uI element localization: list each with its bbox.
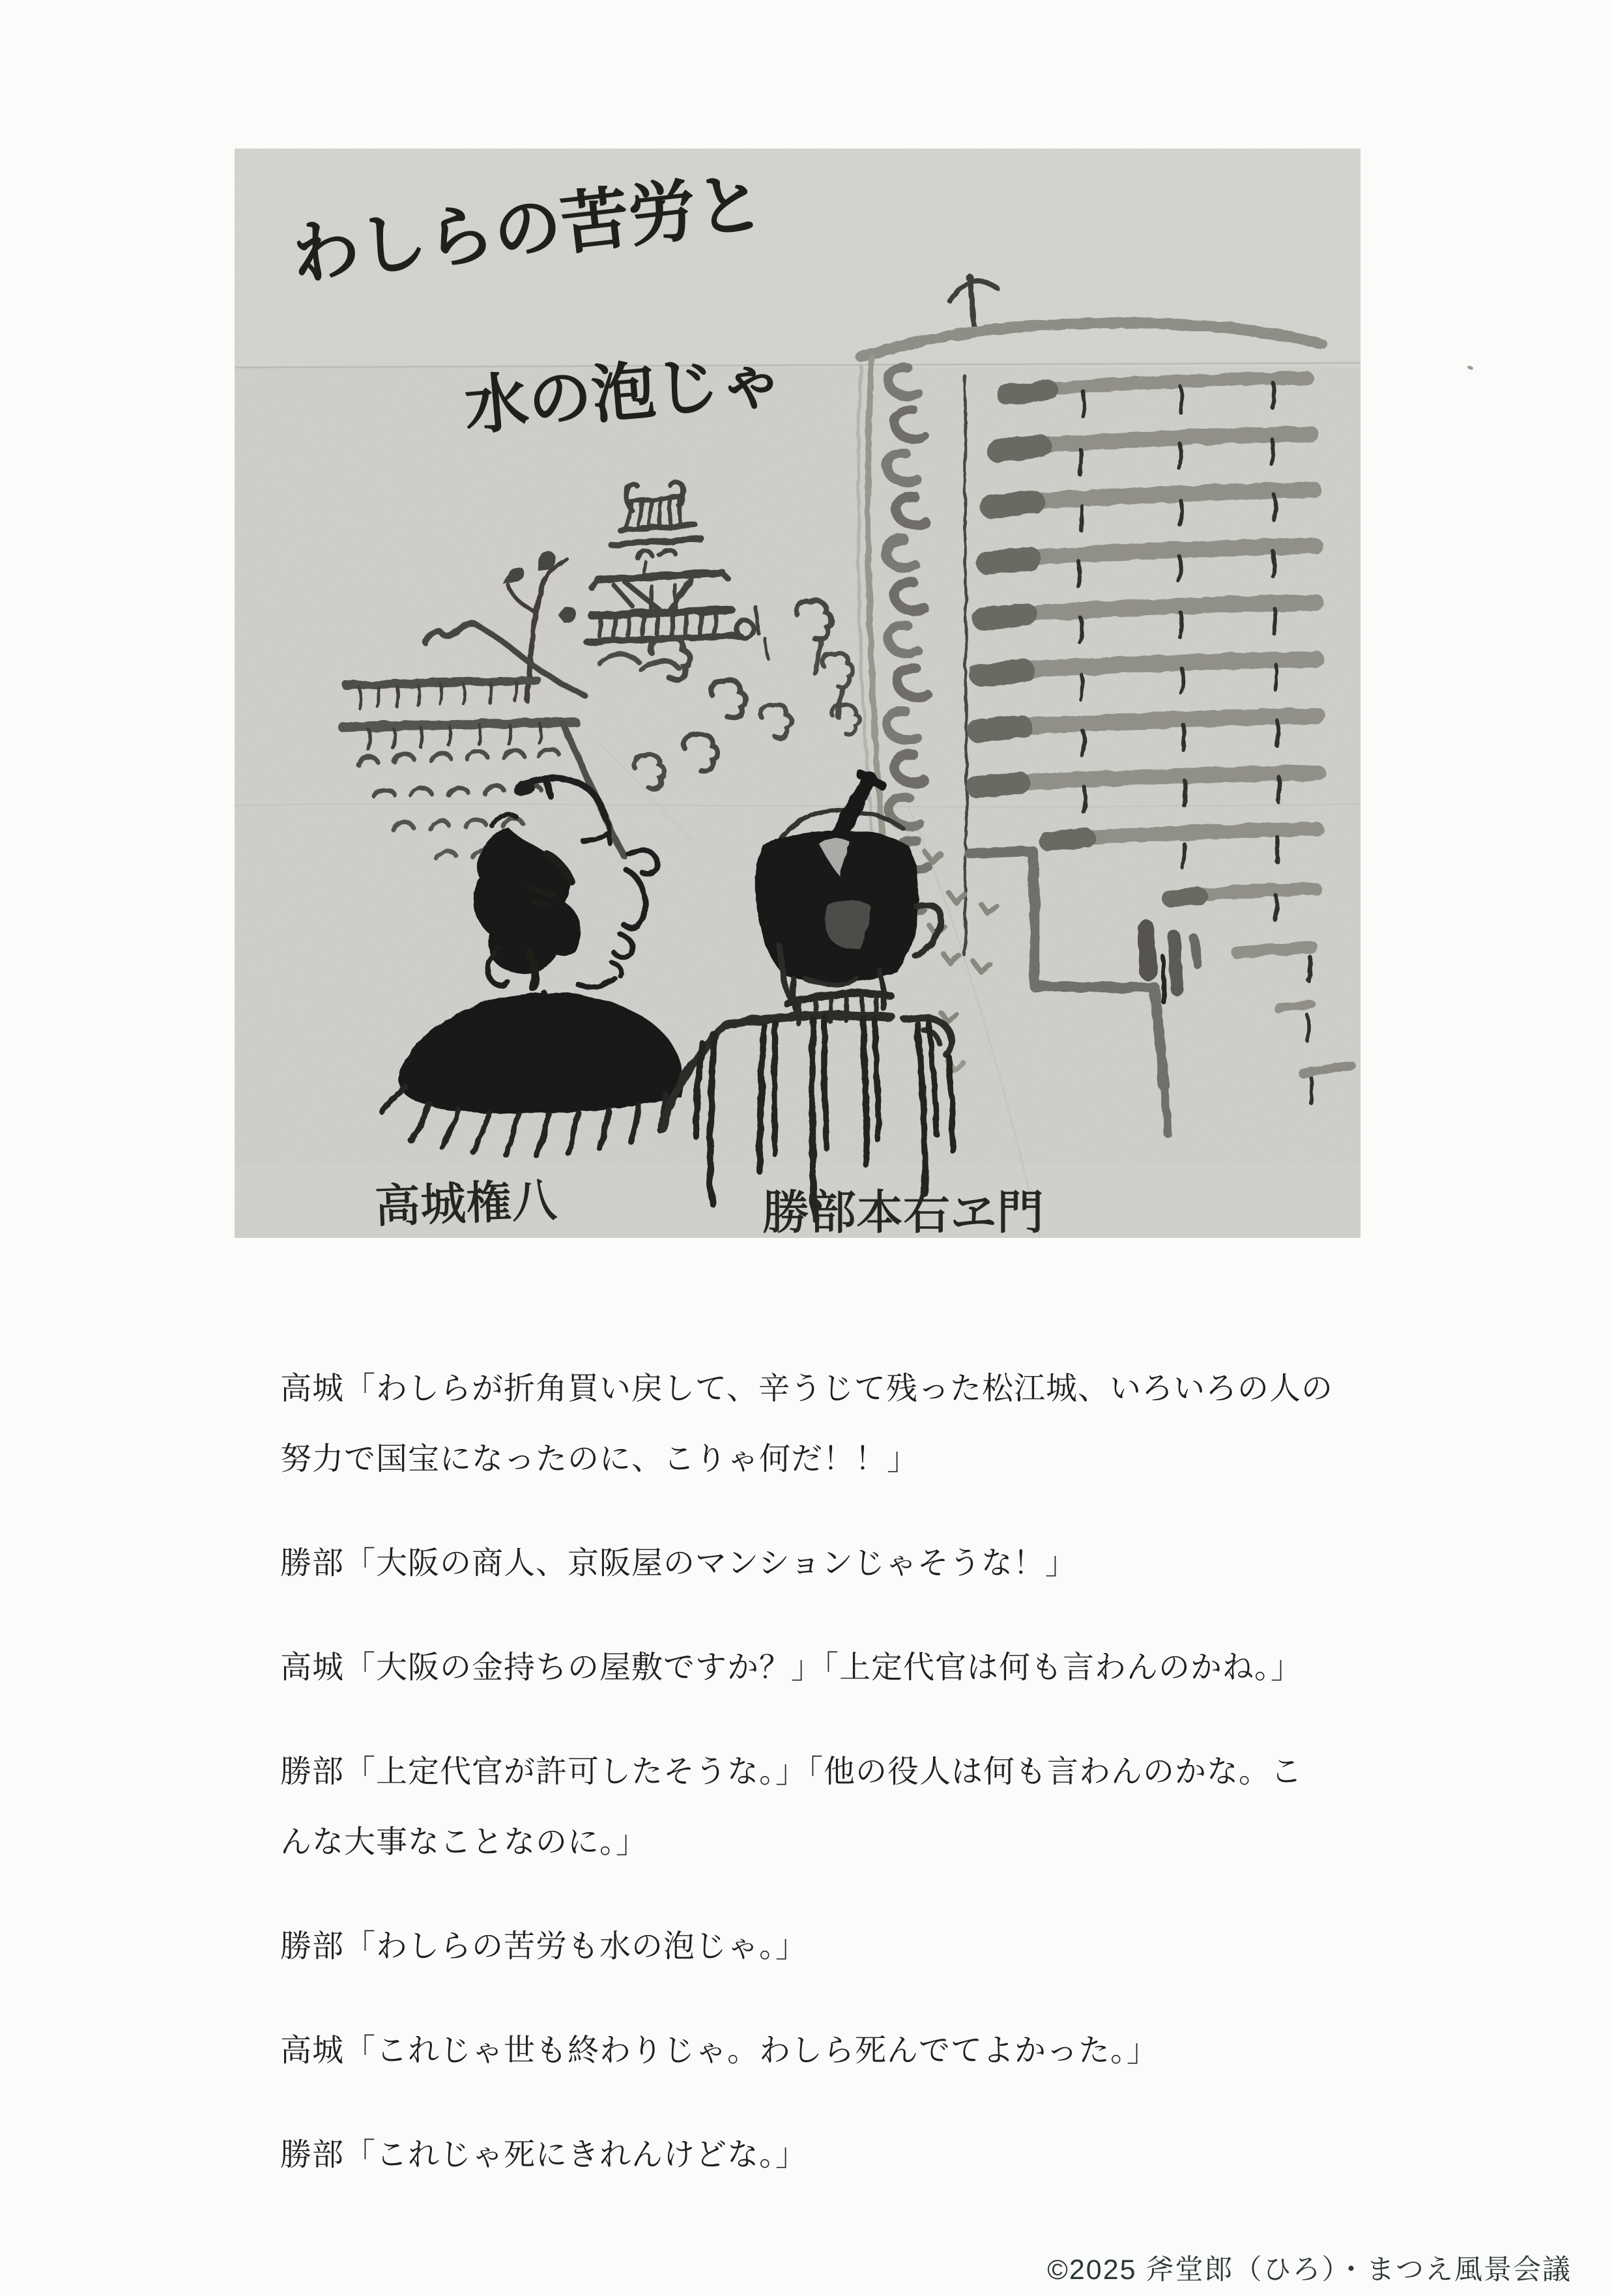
dialogue-line: 勝部「わしらの苦労も水の泡じゃ。」 [280,1929,808,1964]
dialogue-line: 高城「わしらが折角買い戻して、辛うじて残った松江城、いろいろの人の [280,1371,1334,1406]
dialogue-line: んな大事なことなのに。」 [280,1825,648,1859]
dialogue-paragraph [280,2016,1362,2086]
dialogue-line: 勝部「上定代官が許可したそうな。」「他の役人は何も言わんのかな。こ [280,1755,1303,1789]
dialogue-line: 高城「大阪の金持ちの屋敷ですか？」「上定代官は何も言わんのかね。」 [280,1650,1303,1685]
ink-sketch-scan [235,149,1360,1238]
dialogue-paragraph [280,1354,1362,1495]
copyright-notice: ©2025 斧堂郎（ひろ）・まつえ風景会議 [1047,2254,1572,2286]
dialogue-paragraph [280,1737,1362,1878]
dialogue-line: 努力で国宝になったのに、こりゃ何だ！！」 [280,1442,919,1476]
dialogue-paragraph [280,1912,1362,1982]
scan-speck [1467,366,1473,371]
ink-sketch-svg [235,149,1360,1238]
dialogue-section [280,1354,1362,2224]
dialogue-paragraph [280,1633,1362,1703]
dialogue-line: 高城「これじゃ世も終わりじゃ。わしら死んでてよかった。」 [280,2033,1159,2068]
dialogue-paragraph [280,2120,1362,2190]
paper-grain [235,149,1360,1238]
dialogue-line: 勝部「大阪の商人、京阪屋のマンションじゃそうな！」 [280,1546,1077,1581]
dialogue-line: 勝部「これじゃ死にきれんけどな。」 [280,2138,808,2172]
dialogue-paragraph [280,1528,1362,1599]
